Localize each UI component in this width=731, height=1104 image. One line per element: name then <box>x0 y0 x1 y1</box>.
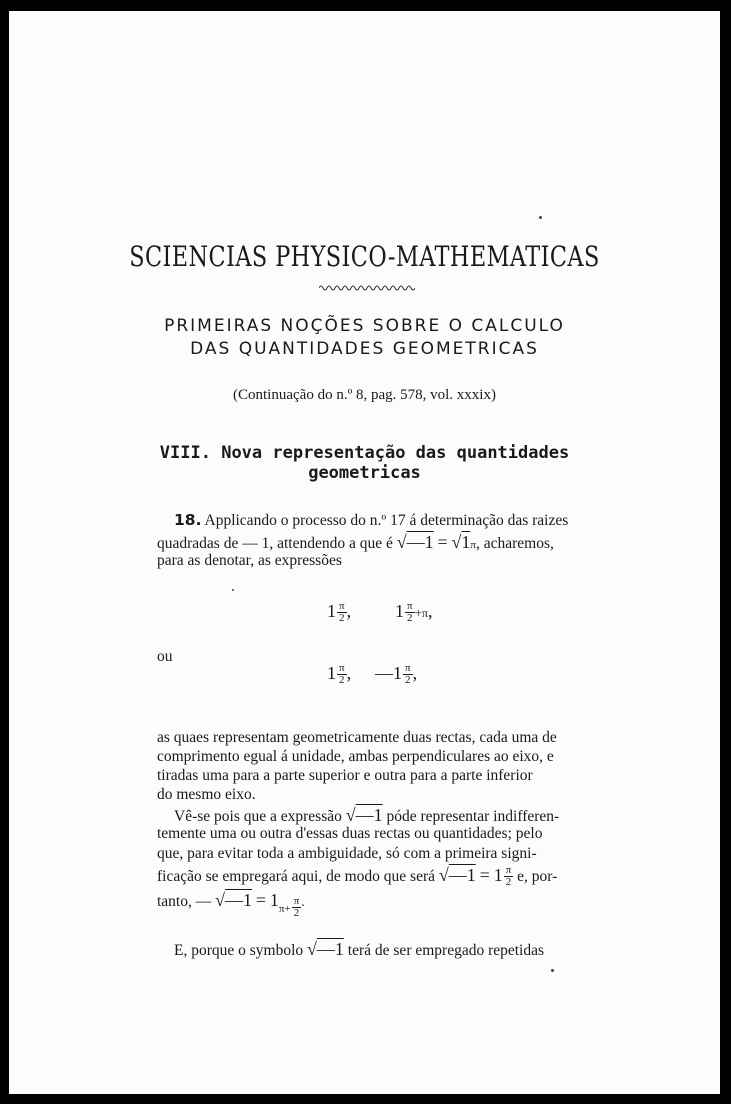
continuation-note: (Continuação do n.º 8, pag. 578, vol. xxxix) <box>233 387 496 403</box>
denominator: 2 <box>505 876 512 889</box>
denominator: 2 <box>293 907 300 919</box>
numerator: π <box>339 600 345 613</box>
paragraph-18-line2 <box>157 532 554 553</box>
text-run: ficação se empregará aqui, de modo que será <box>157 868 436 885</box>
paper-speck <box>232 589 234 591</box>
paragraph-3-line2: temente uma ou outra d'essas duas rectas ou quantidades; pelo <box>157 825 543 842</box>
text-run: tanto, — <box>157 893 212 910</box>
text-run: quadradas de — 1, attendendo a que é <box>157 535 393 552</box>
base-one: 1 <box>269 890 279 910</box>
text-run: póde representar indifferen- <box>386 808 560 825</box>
text-run: E, porque o symbolo <box>174 942 304 959</box>
text-run: acharemos, <box>483 535 554 552</box>
section-heading-line1: VIII. Nova representação das quantidades <box>159 443 570 463</box>
comma: , <box>427 601 433 621</box>
numerator: π <box>405 662 411 675</box>
paragraph-2-line1: as quaes representam geometricamente duas rectas, cada uma de <box>157 729 557 746</box>
formula-1-pi-half-plus-pi <box>395 601 432 624</box>
sqrt-minus-one-expression <box>307 939 344 959</box>
paragraph-3-line5 <box>157 890 305 919</box>
paragraph-18-line1 <box>174 511 568 530</box>
paragraph-3-line1 <box>174 805 559 826</box>
radicand: —1 <box>448 865 476 885</box>
radicand: 1 <box>461 532 471 552</box>
paragraph-2-line4: do mesmo eixo. <box>157 786 256 803</box>
base-one: 1 <box>327 601 336 621</box>
fraction-pi-over-2 <box>337 663 347 686</box>
sqrt-minus-one-expression <box>397 532 434 552</box>
text-run: Applicando o processo do n.º 17 á determinação das raizes <box>204 512 569 529</box>
denominator: 2 <box>339 612 345 625</box>
paper-speck <box>539 216 542 219</box>
minus-sign: — <box>375 663 393 683</box>
denominator: 2 <box>407 612 413 625</box>
formula-1-pi-half <box>327 601 351 624</box>
comma: , <box>412 663 418 683</box>
radicand: —1 <box>225 890 253 910</box>
paragraph-18-line3: para as denotar, as expressões <box>157 552 342 569</box>
text-run: Vê-se pois que a expressão <box>174 808 342 825</box>
base-one: 1 <box>395 601 404 621</box>
fraction-pi-over-2 <box>504 865 514 888</box>
denominator: 2 <box>405 674 411 687</box>
journal-section-title: SCIENCIAS PHYSICO-MATHEMATICAS <box>129 240 600 273</box>
denominator: 2 <box>339 674 345 687</box>
equals-sign: = <box>479 865 490 885</box>
equals-sign: = <box>437 532 448 552</box>
sqrt-minus-one-expression <box>439 865 476 885</box>
one-pi-plus-pi-half-expression: $1_{\pi+}$ $\frac{\pi}{2}$ . <box>269 890 305 919</box>
wavy-ornament <box>319 284 415 292</box>
radicand: —1 <box>406 532 434 552</box>
fraction-pi-over-2 <box>403 663 413 686</box>
article-title-line2: DAS QUANTIDADES GEOMETRICAS <box>190 339 539 359</box>
radicand: —1 <box>355 805 383 825</box>
pi-subscript: π <box>470 539 476 551</box>
formula-2-minus-one-pi-half <box>375 663 417 686</box>
paragraph-2-line3: tiradas uma para a parte superior e outra para a parte inferior <box>157 767 533 784</box>
one-pi-half-expression <box>493 864 514 889</box>
fraction-pi-over-2 <box>405 601 415 624</box>
base-one: 1 <box>493 865 503 885</box>
text-run: terá de ser empregado repetidas <box>347 942 545 959</box>
subscript-plus: + <box>284 903 291 915</box>
paragraph-3-line3: que, para evitar toda a ambiguidade, só com a primeira signi- <box>157 845 537 862</box>
pi-symbol: π <box>421 606 428 620</box>
sqrt-minus-one-expression <box>346 805 383 825</box>
comma: , <box>346 601 352 621</box>
sqrt-sign: √ <box>451 532 462 552</box>
paragraph-2-line2: comprimento egual á unidade, ambas perpendiculares ao eixo, e <box>157 748 554 765</box>
numerator: π <box>407 600 413 613</box>
paper-speck <box>551 969 554 972</box>
numerator: π <box>505 864 512 877</box>
comma: , <box>475 535 480 552</box>
paragraph-number: 18. <box>174 511 202 529</box>
fraction-pi-over-2 <box>337 601 347 624</box>
sqrt-sign: √ <box>307 939 317 959</box>
radicand: —1 <box>316 939 344 959</box>
fraction-pi-over-2 <box>292 896 302 919</box>
text-run: e, por- <box>517 868 558 885</box>
sqrt-sign: √ <box>345 805 356 825</box>
subscript-pi: π <box>278 903 285 915</box>
sqrt-sign: √ <box>396 532 407 552</box>
formula-2-one-pi-half <box>327 663 351 686</box>
or-word: ou <box>157 648 173 665</box>
numerator: π <box>339 662 345 675</box>
sqrt-sign: √ <box>215 890 226 910</box>
sqrt-minus-one-expression <box>215 890 252 910</box>
equals-sign: = <box>255 890 267 910</box>
comma: , <box>346 663 352 683</box>
sqrt-one-pi-expression <box>452 532 476 552</box>
paragraph-4-line1 <box>174 939 544 960</box>
section-heading <box>9 443 720 483</box>
plus-sign: + <box>414 605 422 620</box>
base-one: 1 <box>393 663 402 683</box>
sqrt-sign: √ <box>438 865 449 885</box>
section-heading-line2: geometricas <box>308 463 421 483</box>
base-one: 1 <box>327 663 336 683</box>
paragraph-3-line4 <box>157 865 557 888</box>
document-page <box>9 11 720 1094</box>
numerator: π <box>293 895 300 907</box>
article-title-line1: PRIMEIRAS NOÇÕES SOBRE O CALCULO <box>164 316 565 336</box>
